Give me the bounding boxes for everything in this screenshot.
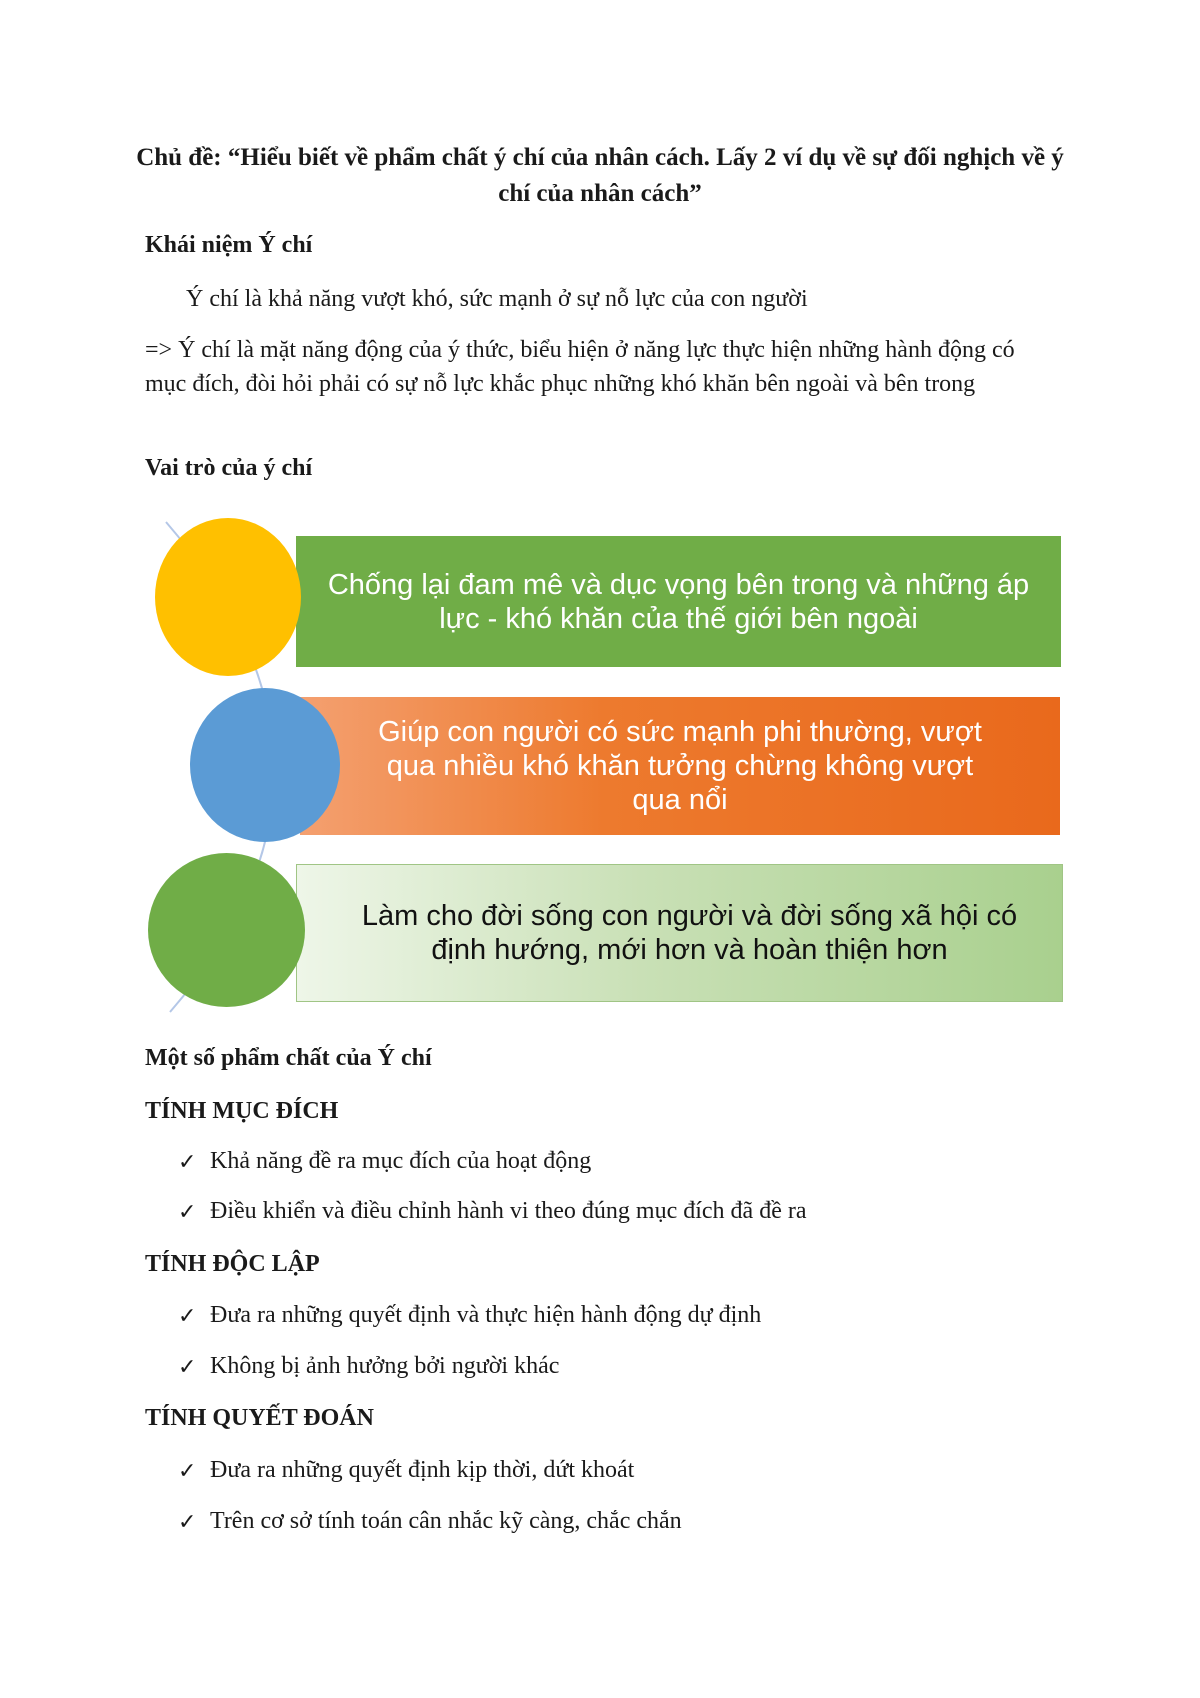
list-item-text: Điều khiển và điều chỉnh hành vi theo đúng mục đích đã đề ra (210, 1198, 807, 1224)
checkmark-icon: ✓ (178, 1148, 197, 1174)
list-item-text: Trên cơ sở tính toán cân nhắc kỹ càng, chắc chắn (210, 1508, 682, 1534)
role-bar-3 (296, 864, 1063, 1002)
role-heading: Vai trò của ý chí (145, 455, 313, 481)
checkmark-icon: ✓ (178, 1198, 197, 1224)
checkmark-icon: ✓ (178, 1353, 197, 1379)
checkmark-icon: ✓ (178, 1302, 197, 1328)
list-item (178, 1302, 761, 1329)
list-item (178, 1148, 591, 1175)
role-text-3: Làm cho đời sống con người và đời sống xã hội có định hướng, mới hơn và hoàn thiện hơn (361, 900, 1018, 966)
list-item (178, 1508, 682, 1535)
section-title-independence: TÍNH ĐỘC LẬP (145, 1251, 320, 1277)
concept-text: Ý chí là khả năng vượt khó, sức mạnh ở sự nỗ lực của con người (186, 286, 808, 312)
checkmark-icon: ✓ (178, 1457, 197, 1483)
role-circle-yellow (155, 518, 301, 676)
list-item (178, 1457, 634, 1484)
qualities-heading: Một số phẩm chất của Ý chí (145, 1045, 432, 1071)
list-item-text: Không bị ảnh hưởng bởi người khác (210, 1353, 560, 1379)
section-title-purpose: TÍNH MỤC ĐÍCH (145, 1098, 339, 1124)
section-title-decisiveness: TÍNH QUYẾT ĐOÁN (145, 1405, 374, 1431)
document-title: Chủ đề: “Hiểu biết về phẩm chất ý chí của nhân cách. Lấy 2 ví dụ về sự đối nghịch về ý chí của nhân cách” (136, 144, 1064, 207)
list-item-text: Đưa ra những quyết định kịp thời, dứt khoát (210, 1457, 635, 1483)
concept-conclusion: => Ý chí là mặt năng động của ý thức, biểu hiện ở năng lực thực hiện những hành động có mục đích, đòi hỏi phải có sự nỗ lực khắc phục những khó khăn bên ngoài và bên trong (145, 337, 1015, 397)
list-item-text: Đưa ra những quyết định và thực hiện hành động dự định (210, 1302, 762, 1328)
checkmark-icon: ✓ (178, 1508, 197, 1534)
role-circle-blue (190, 688, 340, 842)
role-circle-green (148, 853, 305, 1007)
role-text-1: Chống lại đam mê và dục vọng bên trong và những áp lực - khó khăn của thế giới bên ngoài (327, 568, 1030, 635)
role-bar-2 (300, 697, 1060, 835)
list-item (178, 1198, 807, 1225)
role-bar-1 (296, 536, 1061, 667)
list-item-text: Khả năng đề ra mục đích của hoạt động (210, 1148, 592, 1174)
list-item (178, 1353, 559, 1380)
concept-heading: Khái niệm Ý chí (145, 232, 313, 258)
role-text-2: Giúp con người có sức mạnh phi thường, vượt qua nhiều khó khăn tưởng chừng không vượt qua nổi (378, 716, 982, 816)
